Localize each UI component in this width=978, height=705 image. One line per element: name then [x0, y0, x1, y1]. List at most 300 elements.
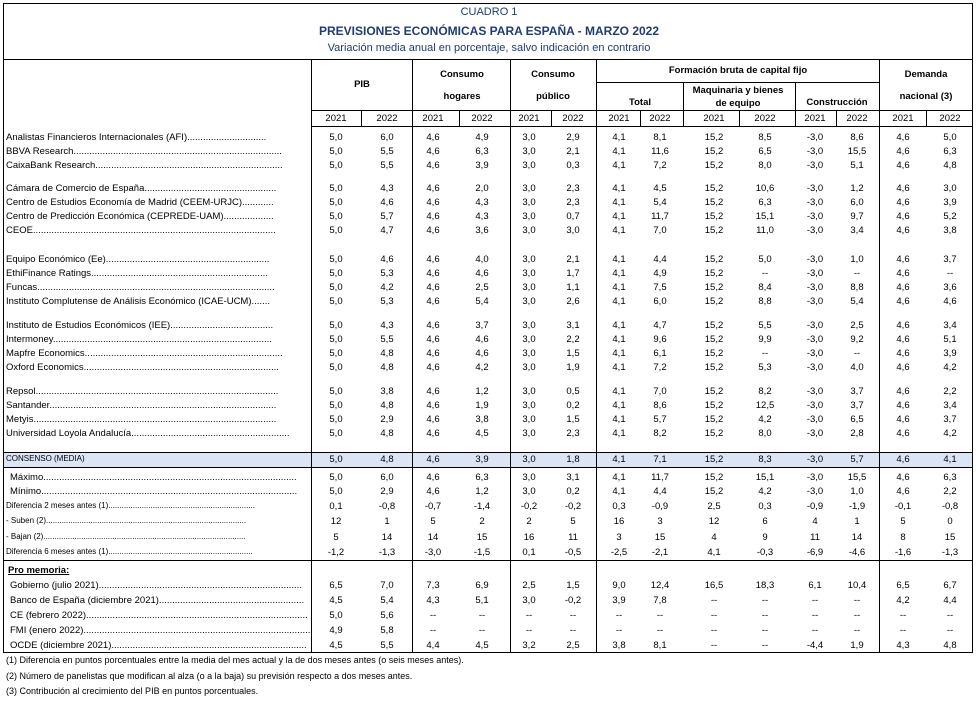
- cell-value: -0,7: [424, 501, 442, 512]
- table-row: [0, 501, 978, 515]
- cell-value: 4,6: [426, 472, 440, 483]
- cell-value: -3,0: [806, 268, 824, 279]
- cell-value: 1,1: [566, 282, 580, 293]
- cell-value: 4,9: [653, 268, 667, 279]
- cell-value: 4,6: [896, 211, 910, 222]
- cell-value: 9,2: [850, 334, 864, 345]
- row-label: Instituto Complutense de Análisis Económico (ICAE-UCM).......: [6, 296, 270, 307]
- cell-value: 4,6: [896, 160, 910, 171]
- row-label: Intermoney...................................................................................: [6, 334, 272, 345]
- cell-value: -1,6: [894, 547, 912, 558]
- table-row: [0, 348, 978, 362]
- cell-value: 5,0: [329, 183, 343, 194]
- cell-value: 4,1: [612, 211, 626, 222]
- cell-value: 15,2: [704, 320, 724, 331]
- cell-value: 4,1: [612, 334, 626, 345]
- cell-value: 4,6: [896, 132, 910, 143]
- cell-value: 15,2: [704, 211, 724, 222]
- cell-value: 4,2: [758, 486, 772, 497]
- cell-value: --: [478, 610, 486, 621]
- row-label: - Bajan (2)...........................................................................................: [6, 532, 246, 541]
- cell-value: 11: [568, 532, 578, 543]
- cell-value: 4,6: [426, 254, 440, 265]
- cell-value: 2,5: [850, 320, 864, 331]
- cell-value: -4,4: [806, 640, 824, 651]
- cell-value: 6,5: [850, 414, 864, 425]
- table-row: [0, 211, 978, 225]
- cell-value: -3,0: [806, 428, 824, 439]
- cell-value: 3,8: [475, 414, 489, 425]
- cell-value: 15,2: [704, 268, 724, 279]
- cell-value: 5,1: [475, 595, 489, 606]
- cell-value: -3,0: [806, 183, 824, 194]
- cell-value: 7,8: [653, 595, 667, 606]
- table-row: [0, 428, 978, 442]
- cell-value: 15,1: [755, 472, 775, 483]
- cell-value: 15,2: [704, 225, 724, 236]
- cell-value: --: [615, 610, 623, 621]
- cell-value: -3,0: [806, 414, 824, 425]
- cell-value: --: [811, 595, 819, 606]
- cell-value: 2,1: [566, 146, 580, 157]
- cell-value: -3,0: [806, 146, 824, 157]
- cell-value: --: [710, 625, 718, 636]
- cell-value: -3,0: [806, 454, 824, 465]
- cell-value: 11,0: [756, 225, 774, 236]
- cell-value: 5,4: [475, 296, 489, 307]
- cell-value: 1,0: [850, 486, 864, 497]
- cell-value: 5,8: [380, 625, 394, 636]
- cell-value: 4,1: [612, 362, 626, 373]
- cell-value: 12: [330, 516, 342, 527]
- cell-value: 3,1: [566, 320, 580, 331]
- footnote-1: (1) Diferencia en puntos porcentuales entre la media del mes actual y la de dos meses antes (o seis meses antes).: [6, 655, 464, 665]
- cell-value: --: [853, 610, 861, 621]
- cell-value: 4,6: [426, 386, 440, 397]
- cell-value: 4,1: [612, 225, 626, 236]
- cell-value: 4,6: [426, 160, 440, 171]
- cell-value: 3,7: [475, 320, 489, 331]
- cell-value: 6,3: [943, 472, 957, 483]
- footnote-2: (2) Número de panelistas que modifican al alza (o a la baja) su previsión respecto a dos meses antes.: [6, 670, 413, 681]
- cell-value: 5,0: [943, 132, 957, 143]
- cell-value: 4,9: [475, 132, 489, 143]
- cell-value: 4,1: [612, 472, 626, 483]
- cell-value: 15,2: [704, 362, 724, 373]
- cell-value: 0,2: [566, 486, 580, 497]
- cell-value: -1,3: [941, 547, 959, 558]
- cell-value: 6,1: [653, 348, 667, 359]
- cell-value: --: [710, 610, 718, 621]
- cell-value: 4,6: [426, 197, 440, 208]
- cell-value: 8,8: [850, 282, 864, 293]
- cell-value: 5,3: [380, 268, 394, 279]
- cell-value: 5,0: [329, 282, 343, 293]
- grid-vline: [926, 110, 927, 126]
- cell-value: 4,6: [896, 400, 910, 411]
- cell-value: 0,3: [758, 501, 772, 512]
- cell-value: 5,4: [850, 296, 864, 307]
- table-row: [0, 454, 978, 468]
- cell-value: 2,2: [943, 386, 957, 397]
- cell-value: 4,8: [943, 160, 957, 171]
- cell-value: 7,2: [653, 160, 667, 171]
- row-label: OCDE (diciembre 2021)..........................................................................: [10, 640, 307, 651]
- cell-value: 4,6: [426, 362, 440, 373]
- cell-value: 15,2: [704, 400, 724, 411]
- row-label: Oxford Economics..........................................................................: [6, 362, 279, 373]
- cell-value: 10,4: [847, 580, 867, 591]
- cell-value: 3,0: [522, 472, 536, 483]
- cell-value: 4,6: [896, 183, 910, 194]
- cell-value: 6,0: [850, 197, 864, 208]
- cell-value: -0,2: [564, 501, 582, 512]
- cell-value: 0: [947, 516, 953, 527]
- cell-value: 15,2: [704, 386, 724, 397]
- cell-value: 1,9: [475, 400, 489, 411]
- year-header: 2021: [804, 113, 826, 124]
- cell-value: 4,6: [896, 348, 910, 359]
- cell-value: 12,5: [755, 400, 775, 411]
- cell-value: --: [710, 640, 718, 651]
- cell-value: 3,8: [380, 386, 394, 397]
- cell-value: 5,0: [329, 211, 343, 222]
- cell-value: 3,0: [522, 334, 536, 345]
- cell-value: 2: [479, 516, 485, 527]
- row-label: Repsol............................................................................................: [6, 386, 279, 397]
- cell-value: -1,3: [378, 547, 396, 558]
- cell-value: 5,2: [943, 211, 957, 222]
- cell-value: 3,0: [522, 362, 536, 373]
- row-label: Mapfre Economics...........................................................................: [6, 348, 283, 359]
- cell-value: 5,0: [329, 348, 343, 359]
- cell-value: --: [656, 625, 664, 636]
- cell-value: 0,3: [612, 501, 626, 512]
- cell-value: 4,1: [612, 268, 626, 279]
- year-header: 2022: [649, 113, 671, 124]
- year-header: 2021: [703, 113, 725, 124]
- cell-value: 4,6: [896, 414, 910, 425]
- cell-value: 5,4: [653, 197, 667, 208]
- cell-value: 8,3: [758, 454, 772, 465]
- header-maquinaria-2: de equipo: [715, 98, 761, 109]
- cell-value: 3,6: [475, 225, 489, 236]
- cell-value: 3,7: [850, 386, 864, 397]
- cell-value: 11,7: [651, 472, 669, 483]
- table-number: CUADRO 1: [460, 6, 518, 18]
- cell-value: 15,2: [704, 254, 724, 265]
- header-consumo-hogares-2: hogares: [443, 91, 481, 102]
- cell-value: 8,0: [758, 160, 772, 171]
- cell-value: 6,5: [758, 146, 772, 157]
- cell-value: 4,6: [896, 282, 910, 293]
- cell-value: 4,6: [896, 428, 910, 439]
- cell-value: 3,0: [522, 132, 536, 143]
- row-label: EthiFinance Ratings...................................................................: [6, 268, 268, 279]
- cell-value: 4,6: [896, 268, 910, 279]
- cell-value: 3,0: [522, 197, 536, 208]
- cell-value: 1,5: [566, 348, 580, 359]
- cell-value: 15: [476, 532, 488, 543]
- cell-value: -0,2: [520, 501, 538, 512]
- cell-value: 2: [526, 516, 532, 527]
- pro-memoria-label: Pro memoria:: [8, 565, 70, 576]
- cell-value: 2,9: [566, 132, 580, 143]
- cell-value: 4,2: [475, 362, 489, 373]
- cell-value: 3,0: [566, 225, 580, 236]
- cell-value: 2,5: [566, 640, 580, 651]
- cell-value: 1,0: [850, 254, 864, 265]
- cell-value: 5,6: [380, 610, 394, 621]
- cell-value: 3,2: [522, 640, 536, 651]
- cell-value: 0,7: [566, 211, 580, 222]
- cell-value: 0,1: [522, 547, 536, 558]
- table-row: [0, 516, 978, 530]
- cell-value: 4,8: [943, 640, 957, 651]
- cell-value: 3,0: [522, 414, 536, 425]
- cell-value: 15,2: [704, 348, 724, 359]
- year-header: 2022: [376, 113, 398, 124]
- cell-value: 5,3: [758, 362, 772, 373]
- cell-value: --: [853, 595, 861, 606]
- cell-value: 4,6: [380, 197, 394, 208]
- table-row: [0, 472, 978, 486]
- cell-value: 15,2: [704, 132, 724, 143]
- cell-value: 6,3: [943, 146, 957, 157]
- cell-value: 4,6: [426, 282, 440, 293]
- cell-value: 5,0: [329, 268, 343, 279]
- cell-value: 5,0: [329, 296, 343, 307]
- cell-value: -3,0: [806, 211, 824, 222]
- cell-value: 4: [812, 516, 818, 527]
- cell-value: 4,1: [612, 320, 626, 331]
- cell-value: 5,0: [329, 428, 343, 439]
- cell-value: 4,7: [653, 320, 667, 331]
- cell-value: 5,0: [329, 132, 343, 143]
- cell-value: 4,6: [426, 334, 440, 345]
- cell-value: 4,6: [426, 211, 440, 222]
- cell-value: -1,9: [848, 501, 866, 512]
- cell-value: 5,5: [380, 334, 394, 345]
- row-label: Mínimo.................................................................................................: [10, 486, 298, 497]
- cell-value: 15,2: [704, 296, 724, 307]
- cell-value: 5,5: [380, 146, 394, 157]
- cell-value: 5,0: [329, 160, 343, 171]
- header-maquinaria-1: Maquinaria y bienes: [692, 85, 784, 96]
- cell-value: 6,3: [758, 197, 772, 208]
- cell-value: 4,6: [896, 454, 910, 465]
- cell-value: 4,2: [896, 595, 910, 606]
- row-label: Metyis............................................................................................: [6, 414, 277, 425]
- cell-value: -0,8: [941, 501, 959, 512]
- header-fbcf-total: Total: [629, 97, 651, 108]
- year-header: 2021: [892, 113, 914, 124]
- cell-value: 4,2: [758, 414, 772, 425]
- table-row: [0, 160, 978, 174]
- year-header: 2021: [422, 113, 444, 124]
- cell-value: -6,9: [806, 547, 824, 558]
- cell-value: 4,2: [943, 362, 957, 373]
- cell-value: 16: [523, 532, 535, 543]
- cell-value: 2,8: [850, 428, 864, 439]
- table-row: [0, 580, 978, 594]
- cell-value: 3,7: [943, 254, 957, 265]
- row-label: CaixaBank Research.......................................................................: [6, 160, 283, 171]
- cell-value: 4,6: [426, 414, 440, 425]
- year-header: 2022: [471, 113, 493, 124]
- row-label: Funcas..........................................................................................: [6, 282, 275, 293]
- cell-value: 4,6: [426, 454, 440, 465]
- cell-value: 4,1: [612, 400, 626, 411]
- cell-value: 4,2: [943, 428, 957, 439]
- cell-value: --: [569, 625, 577, 636]
- table-row: [0, 320, 978, 334]
- cell-value: --: [761, 610, 769, 621]
- cell-value: 15,2: [704, 146, 724, 157]
- cell-value: 15,1: [755, 211, 775, 222]
- cell-value: 6,9: [475, 580, 489, 591]
- cell-value: 6,5: [896, 580, 910, 591]
- cell-value: 5,0: [329, 486, 343, 497]
- header-consumo-hogares-1: Consumo: [440, 69, 484, 80]
- cell-value: 5,5: [380, 160, 394, 171]
- cell-value: --: [946, 610, 954, 621]
- row-label: Equipo Económico (Ee)..............................................................: [6, 254, 270, 265]
- grid-vline: [459, 110, 460, 126]
- cell-value: 4,1: [612, 132, 626, 143]
- cell-value: 1: [384, 516, 390, 527]
- cell-value: 4,6: [426, 296, 440, 307]
- cell-value: 4,6: [426, 348, 440, 359]
- cell-value: 3,0: [522, 282, 536, 293]
- cell-value: 3,9: [612, 595, 626, 606]
- cell-value: --: [761, 348, 769, 359]
- cell-value: 2,5: [707, 501, 721, 512]
- cell-value: 5: [430, 516, 436, 527]
- cell-value: 4,6: [896, 486, 910, 497]
- cell-value: 5: [900, 516, 906, 527]
- cell-value: -0,5: [564, 547, 582, 558]
- cell-value: 5,0: [329, 400, 343, 411]
- cell-value: 8,6: [850, 132, 864, 143]
- cell-value: 1,2: [850, 183, 864, 194]
- table-row: [0, 547, 978, 561]
- cell-value: 2,5: [475, 282, 489, 293]
- cell-value: 9,9: [758, 334, 772, 345]
- cell-value: -3,0: [806, 160, 824, 171]
- cell-value: 11,6: [651, 146, 669, 157]
- cell-value: 5,0: [329, 472, 343, 483]
- cell-value: 6,5: [329, 580, 343, 591]
- cell-value: 11,7: [651, 211, 669, 222]
- cell-value: 15,2: [704, 183, 724, 194]
- cell-value: 4,8: [380, 454, 394, 465]
- cell-value: 5,1: [943, 334, 957, 345]
- cell-value: 4,6: [475, 334, 489, 345]
- table-row: [0, 414, 978, 428]
- cell-value: 2,2: [566, 334, 580, 345]
- cell-value: --: [853, 625, 861, 636]
- cell-value: 4,9: [329, 625, 343, 636]
- cell-value: 4,6: [943, 296, 957, 307]
- cell-value: 4,6: [426, 268, 440, 279]
- cell-value: 9,6: [653, 334, 667, 345]
- row-label: Centro de Predicción Económica (CEPREDE-UAM)...................: [6, 211, 274, 222]
- cell-value: 3,4: [850, 225, 864, 236]
- cell-value: 2,3: [566, 183, 580, 194]
- cell-value: 4,1: [612, 386, 626, 397]
- cell-value: 5,0: [758, 254, 772, 265]
- cell-value: 4,2: [380, 282, 394, 293]
- cell-value: 5,0: [329, 254, 343, 265]
- cell-value: 3,0: [522, 183, 536, 194]
- cell-value: 4,1: [612, 160, 626, 171]
- cell-value: 4,5: [653, 183, 667, 194]
- grid-hline: [312, 110, 972, 111]
- cell-value: 4,8: [380, 362, 394, 373]
- cell-value: 3,7: [850, 400, 864, 411]
- cell-value: 15,2: [704, 197, 724, 208]
- cell-value: 4,8: [380, 400, 394, 411]
- cell-value: 3,4: [943, 320, 957, 331]
- cell-value: 4,3: [475, 197, 489, 208]
- cell-value: -3,0: [806, 282, 824, 293]
- cell-value: -3,0: [806, 225, 824, 236]
- cell-value: 5,0: [329, 197, 343, 208]
- cell-value: 8,2: [758, 386, 772, 397]
- cell-value: 5,0: [329, 610, 343, 621]
- cell-value: -2,5: [610, 547, 628, 558]
- cell-value: 4,3: [896, 640, 910, 651]
- cell-value: -0,9: [651, 501, 669, 512]
- cell-value: 3,1: [566, 472, 580, 483]
- cell-value: --: [429, 625, 437, 636]
- cell-value: 3,0: [522, 254, 536, 265]
- cell-value: 15: [654, 532, 666, 543]
- cell-value: 4,0: [475, 254, 489, 265]
- cell-value: 4,1: [612, 282, 626, 293]
- cell-value: 4,6: [896, 386, 910, 397]
- cell-value: 3,0: [522, 296, 536, 307]
- cell-value: -3,0: [806, 197, 824, 208]
- cell-value: 2,6: [566, 296, 580, 307]
- table-row: [0, 183, 978, 197]
- cell-value: 4,6: [896, 334, 910, 345]
- cell-value: 5,7: [380, 211, 394, 222]
- table-row: [0, 386, 978, 400]
- cell-value: --: [525, 625, 533, 636]
- cell-value: 15,2: [704, 454, 724, 465]
- cell-value: 12: [708, 516, 720, 527]
- cell-value: 3,0: [522, 486, 536, 497]
- cell-value: -0,9: [806, 501, 824, 512]
- cell-value: --: [761, 595, 769, 606]
- cell-value: 3,0: [522, 454, 536, 465]
- table-row: [0, 625, 978, 639]
- cell-value: 16,5: [704, 580, 724, 591]
- year-header: 2022: [754, 113, 776, 124]
- row-label: Diferencia 6 meses antes (1).................................................................: [6, 547, 253, 556]
- table-row: [0, 254, 978, 268]
- cell-value: 11: [810, 532, 820, 543]
- pro-memoria-row: [0, 565, 978, 579]
- cell-value: 4,1: [612, 197, 626, 208]
- table-row: [0, 532, 978, 546]
- cell-value: 5,4: [380, 595, 394, 606]
- cell-value: 3,7: [943, 414, 957, 425]
- cell-value: 1,8: [566, 454, 580, 465]
- cell-value: -0,3: [756, 547, 774, 558]
